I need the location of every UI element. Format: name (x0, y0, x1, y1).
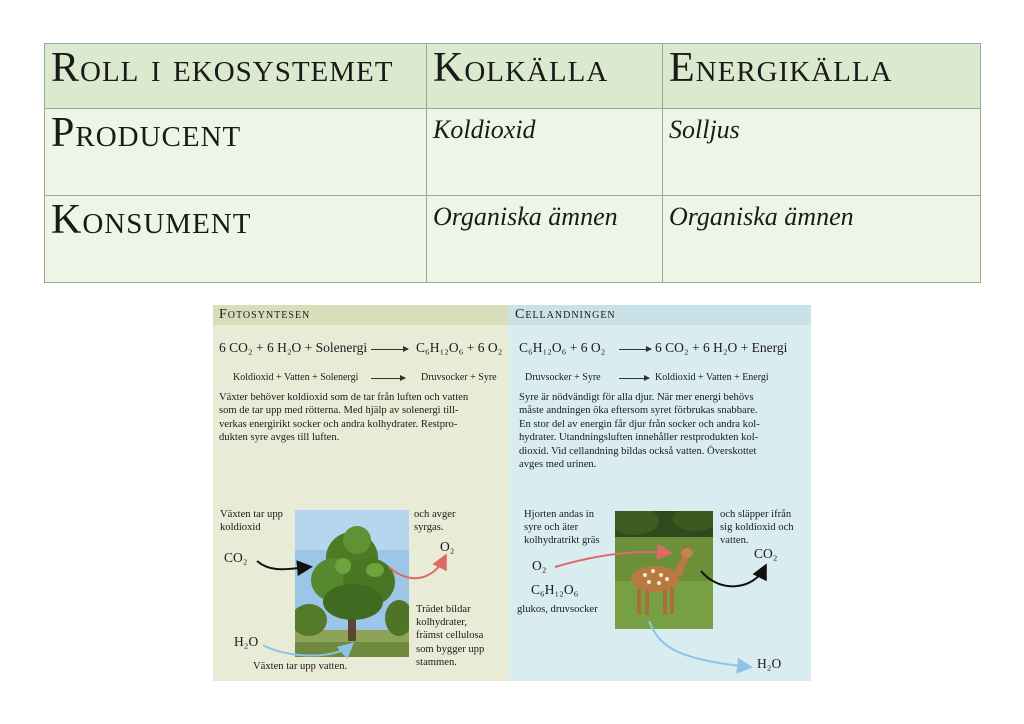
h2o-label: H₂O (757, 656, 782, 671)
o2-label: O₂ (532, 558, 547, 573)
respiration-description (519, 391, 807, 471)
header-carbon-source: Kolkälla (433, 45, 609, 91)
eq-arrow-icon (619, 349, 651, 350)
photosynthesis-title: Fotosyntesen (213, 305, 509, 325)
table-row (45, 196, 981, 283)
table-header-row (45, 44, 981, 109)
label-gives-o2 (414, 508, 455, 534)
respiration-panel (509, 305, 811, 681)
header-energy-source: Energikälla (669, 45, 893, 91)
label-water: Växten tar upp vatten. (253, 661, 348, 672)
label-line: Trädet bildar (416, 604, 471, 615)
label-line: Hjorten andas in (524, 509, 595, 520)
words-arrow-icon (619, 378, 649, 379)
deer-photo (615, 511, 713, 629)
co2-label: CO₂ (224, 550, 248, 565)
label-line: kolhydratrikt gräs (524, 535, 600, 547)
header-cell (45, 44, 427, 109)
description-line: hydrater. Utandningsluften innehåller restprodukten kol- (519, 432, 759, 444)
description-line: Syre är nödvändigt för alla djur. När mer energi behövs (519, 392, 754, 403)
h2o-label: H₂O (234, 634, 259, 649)
label-line: och avger (414, 509, 456, 520)
label-line: sig koldioxid och (720, 522, 794, 534)
label-line: stammen. (416, 656, 457, 668)
table-cell (45, 196, 427, 283)
label-deer (524, 508, 600, 548)
row-carbon: Organiska ämnen (433, 202, 618, 231)
header-cell (663, 44, 981, 109)
table-cell (427, 109, 663, 196)
label-releases (720, 508, 794, 548)
description-line: verkas energirikt socker och andra kolhydrater. Restpro- (219, 418, 458, 430)
photosynthesis-eq-right: C₆H₁₂O₆ + 6 O₂ (416, 340, 503, 355)
label-line: och släpper ifrån (720, 509, 792, 520)
respiration-eq-left: C₆H₁₂O₆ + 6 O₂ (519, 340, 606, 355)
words-arrow-icon (371, 378, 405, 379)
label-line: kolhydrater, (416, 617, 468, 629)
label-line: koldioxid (220, 522, 261, 534)
photosynthesis-eq-left: 6 CO₂ + 6 H₂O + Solenergi (219, 340, 368, 355)
glucose-formula: C₆H₁₂O₆ (531, 582, 579, 597)
tree-photo (295, 510, 409, 657)
description-line: som de tar upp med rötterna. Med hjälp av solenergi till- (219, 405, 459, 417)
row-carbon: Koldioxid (433, 115, 536, 144)
respiration-eq-right: 6 CO₂ + 6 H₂O + Energi (655, 340, 788, 355)
label-line: Växten tar upp (220, 509, 283, 520)
o2-label: O₂ (440, 539, 455, 554)
table-cell (663, 196, 981, 283)
photosynthesis-words-right: Druvsocker + Syre (421, 372, 497, 383)
eq-arrow-icon (371, 349, 408, 350)
label-line: syre och äter (524, 522, 579, 534)
description-line: dioxid. Vid cellandning bildas också vatten. Överskottet (519, 445, 757, 457)
deer-image (615, 511, 713, 629)
description-line: måste andningen öka eftersom syret förbrukas snabbare. (519, 405, 758, 417)
respiration-title: Cellandningen (509, 305, 811, 325)
table-cell (427, 196, 663, 283)
photosynthesis-words-left: Koldioxid + Vatten + Solenergi (233, 372, 359, 383)
photosynthesis-respiration-poster (213, 305, 811, 681)
glucose-name: glukos, druvsocker (517, 604, 598, 615)
label-takes-co2 (220, 508, 283, 534)
label-line: som bygger upp (416, 643, 485, 655)
label-line: främst cellulosa (416, 630, 484, 642)
description-line: En stor del av energin får djur från socker och andra kol- (519, 418, 760, 430)
co2-label: CO₂ (754, 546, 778, 561)
ecosystem-role-table (44, 43, 981, 283)
table-cell (45, 109, 427, 196)
respiration-words-left: Druvsocker + Syre (525, 372, 601, 383)
header-cell (427, 44, 663, 109)
table-row (45, 109, 981, 196)
row-energy: Organiska ämnen (669, 202, 854, 231)
description-line: avges med urinen. (519, 459, 597, 471)
row-energy: Solljus (669, 115, 740, 144)
row-role: Producent (51, 110, 242, 156)
description-line: Växter behöver koldioxid som de tar från luften och vatten (219, 392, 469, 403)
label-line: vatten. (720, 535, 749, 547)
photosynthesis-description (219, 391, 505, 445)
description-line: dukten syre avges till luften. (219, 432, 340, 444)
label-carbohydrates (416, 603, 484, 669)
table-cell (663, 109, 981, 196)
row-role: Konsument (51, 197, 252, 243)
label-line: syrgas. (414, 522, 444, 534)
photosynthesis-panel (213, 305, 509, 681)
header-role: Roll i ekosystemet (51, 45, 394, 91)
tree-image (295, 510, 409, 657)
respiration-words-right: Koldioxid + Vatten + Energi (655, 372, 769, 383)
